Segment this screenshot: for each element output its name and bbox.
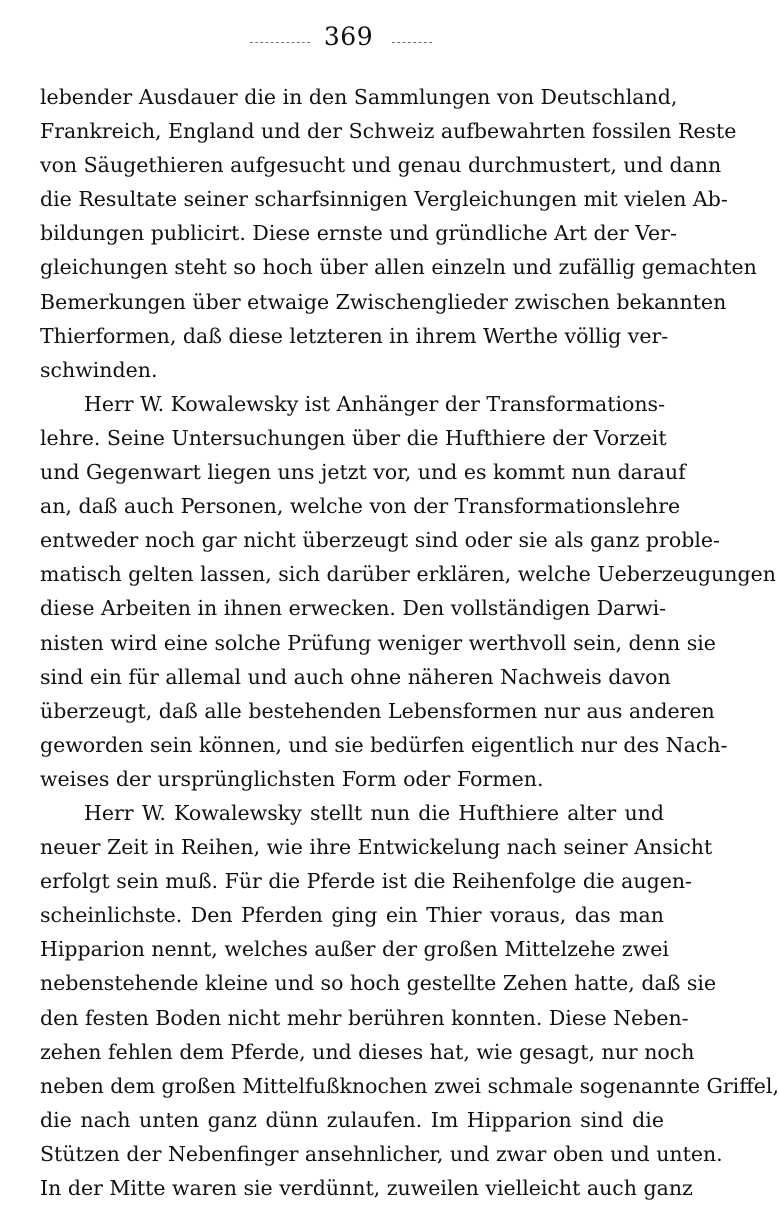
text-line: lehre. Seine Untersuchungen über die Hufthiere der Vorzeit — [40, 425, 667, 450]
text-line: geworden sein können, und sie bedürfen eigentlich nur des Nach- — [40, 732, 728, 757]
text-line: überzeugt, daß alle bestehenden Lebensformen nur aus anderen — [40, 698, 715, 723]
text-line: nisten wird eine solche Prüfung weniger werthvoll sein, denn sie — [40, 630, 716, 655]
text-line: matisch gelten lassen, sich darüber erklären, welche Ueberzeugungen — [40, 562, 776, 587]
text-line: Bemerkungen über etwaige Zwischenglieder zwischen bekannten — [40, 289, 727, 314]
text-line: Herr W. Kowalewsky stellt nun die Hufthiere alter und — [84, 800, 664, 825]
body-text — [40, 80, 779, 1205]
text-line: Hipparion nennt, welches außer der großen Mittelzehe zwei — [40, 937, 669, 962]
page-header — [0, 22, 697, 62]
text-line: Frankreich, England und der Schweiz aufbewahrten fossilen Reste — [40, 119, 737, 144]
header-rule-right — [392, 42, 432, 43]
text-line: zehen fehlen dem Pferde, und dieses hat, wie gesagt, nur noch — [40, 1039, 695, 1064]
text-line: nebenstehende kleine und so hoch gestellte Zehen hatte, daß sie — [40, 971, 717, 996]
text-line: entweder noch gar nicht überzeugt sind oder sie als ganz proble- — [40, 528, 720, 553]
text-line: scheinlichste. Den Pferden ging ein Thier voraus, das man — [40, 903, 664, 928]
text-line: den festen Boden nicht mehr berühren konnten. Diese Neben- — [40, 1005, 689, 1030]
text-line: erfolgt sein muß. Für die Pferde ist die Reihenfolge die augen- — [40, 869, 692, 894]
text-line: die nach unten ganz dünn zulaufen. Im Hipparion sind die — [40, 1107, 664, 1132]
text-line: sind ein für allemal und auch ohne näheren Nachweis davon — [40, 664, 671, 689]
text-line: und Gegenwart liegen uns jetzt vor, und es kommt nun darauf — [40, 460, 686, 485]
text-line: diese Arbeiten in ihnen erwecken. Den vollständigen Darwi- — [40, 596, 667, 621]
text-line: die Resultate seiner scharfsinnigen Vergleichungen mit vielen Ab- — [40, 187, 728, 212]
text-line: Herr W. Kowalewsky ist Anhänger der Transformations- — [84, 391, 665, 416]
text-line: von Säugethieren aufgesucht und genau durchmustert, und dann — [40, 153, 722, 178]
text-line: lebender Ausdauer die in den Sammlungen von Deutschland, — [40, 85, 678, 109]
text-line: bildungen publicirt. Diese ernste und gründliche Art der Ver- — [40, 221, 677, 246]
paragraph-3 — [40, 796, 779, 1205]
text-line: gleichungen steht so hoch über allen einzeln und zufällig gemachten — [40, 255, 757, 280]
text-line: an, daß auch Personen, welche von der Transformationslehre — [40, 494, 681, 519]
text-line: In der Mitte waren sie verdünnt, zuweilen vielleicht auch ganz — [40, 1176, 693, 1200]
text-line: Thierformen, daß diese letzteren in ihrem Werthe völlig ver- — [40, 323, 669, 348]
paragraph-1 — [40, 80, 757, 387]
paragraph-2 — [40, 387, 776, 796]
text-line: neuer Zeit in Reihen, wie ihre Entwickelung nach seiner Ansicht — [40, 835, 713, 860]
text-line: schwinden. — [40, 357, 158, 382]
text-line: neben dem großen Mittelfußknochen zwei schmale sogenannte Griffel, — [40, 1073, 779, 1098]
text-line: Stützen der Nebenfinger ansehnlicher, und zwar oben und unten. — [40, 1141, 723, 1166]
page-number: 369 — [323, 22, 374, 51]
text-line: weises der ursprünglichsten Form oder Formen. — [40, 766, 544, 791]
